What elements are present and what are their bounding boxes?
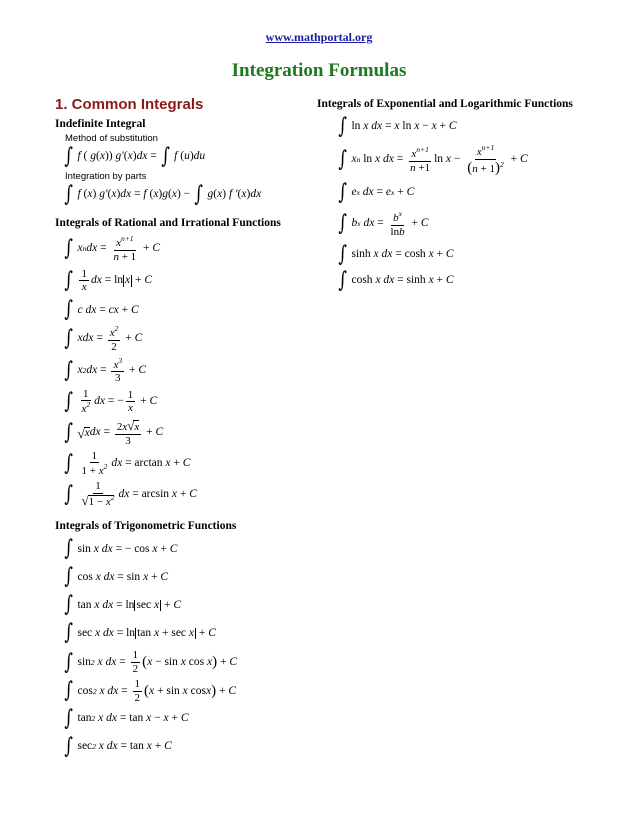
formula-cos: ∫ cos x dx = sin x + C — [64, 564, 169, 590]
formula-substitution: ∫ f ( g ( x )) g′ ( x ) dx = ∫ f ( u ) du — [64, 144, 206, 169]
subheading-trig: Integrals of Trigonometric Functions — [55, 520, 237, 533]
formula-arcsin: ∫ $\frac{1}{√1 - x^2}$ dx = arcsin x + C — [64, 480, 197, 509]
formula-sin: ∫ sin x dx = − cos x + C — [64, 536, 178, 562]
formula-by-parts: ∫ f ( x ) g′ ( x ) dx = f ( x ) g ( x ) − ∫ g ( x ) f ′ ( x ) dx — [64, 182, 262, 207]
formula-sec-squared: ∫ sec 2 x dx = tan x + C — [64, 733, 172, 759]
subheading-explog: Integrals of Exponential and Logarithmic Functions — [317, 98, 573, 110]
formula-sin-squared: ∫ sin 2 x dx = $\frac{1}{2}$ ( x − sin x cos x ) + C — [64, 649, 237, 675]
formula-bx: ∫ b x dx = $\frac{b^x}{\ln b}$ + C — [338, 209, 429, 238]
formula-sinh: ∫ sinh x dx = cosh x + C — [338, 241, 454, 267]
label-integration-by-parts: Integration by parts — [65, 171, 147, 182]
formula-power: ∫ x n dx = $\frac{x^{n+1}}{n + 1}$ + C — [64, 234, 161, 263]
formula-ln: ∫ ln x dx = x ln x − x + C — [338, 114, 457, 139]
subheading-indefinite: Indefinite Integral — [55, 118, 146, 130]
section-heading-common: 1. Common Integrals — [55, 96, 204, 113]
formula-sec: ∫ sec x dx = ln tan x + sec x + C — [64, 620, 216, 646]
formula-x: ∫ xdx = $\frac{x^2}{2}$ + C — [64, 324, 143, 353]
site-url[interactable]: www.mathportal.org — [265, 30, 373, 44]
formula-exp: ∫ e x dx = e x + C — [338, 180, 415, 206]
page-title: Integration Formulas — [231, 60, 407, 81]
label-method-substitution: Method of substitution — [65, 133, 158, 144]
formula-cos-squared: ∫ cos 2 x dx = $\frac{1}{2}$ ( x + sin x cos x ) + C — [64, 677, 237, 704]
formula-reciprocal: ∫ $\frac{1}{x}$ dx = ln x + C — [64, 267, 153, 294]
formula-arctan: ∫ $\frac{1}{1 + x^2}$ dx = arctan x + C — [64, 449, 191, 478]
formula-tan-squared: ∫ tan 2 x dx = tan x − x + C — [64, 705, 189, 731]
subheading-rational: Integrals of Rational and Irrational Functions — [55, 217, 281, 229]
formula-tan: ∫ tan x dx = ln sec x + C — [64, 592, 182, 618]
right-column — [317, 98, 617, 292]
formula-cosh: ∫ cosh x dx = sinh x + C — [338, 267, 454, 293]
formula-inverse-square: ∫ $\frac{1}{x^2}$ dx = − $\frac{1}{x}$ + C — [64, 387, 158, 416]
formula-x-squared: ∫ x 2 dx = $\frac{x^3}{3}$ + C — [64, 355, 146, 385]
formula-sqrt: ∫ √ x dx = $\frac{2x√x}{3}$ + C — [64, 418, 164, 447]
left-column — [55, 96, 325, 758]
formula-xn-ln: ∫ x n ln x dx = $\frac{x^{n+1}}{n +1}$ ln x − $\frac{x^{n+1}}{(n + 1)^2}$ + C — [338, 143, 528, 176]
formula-constant: ∫ c dx = cx + C — [64, 297, 139, 323]
